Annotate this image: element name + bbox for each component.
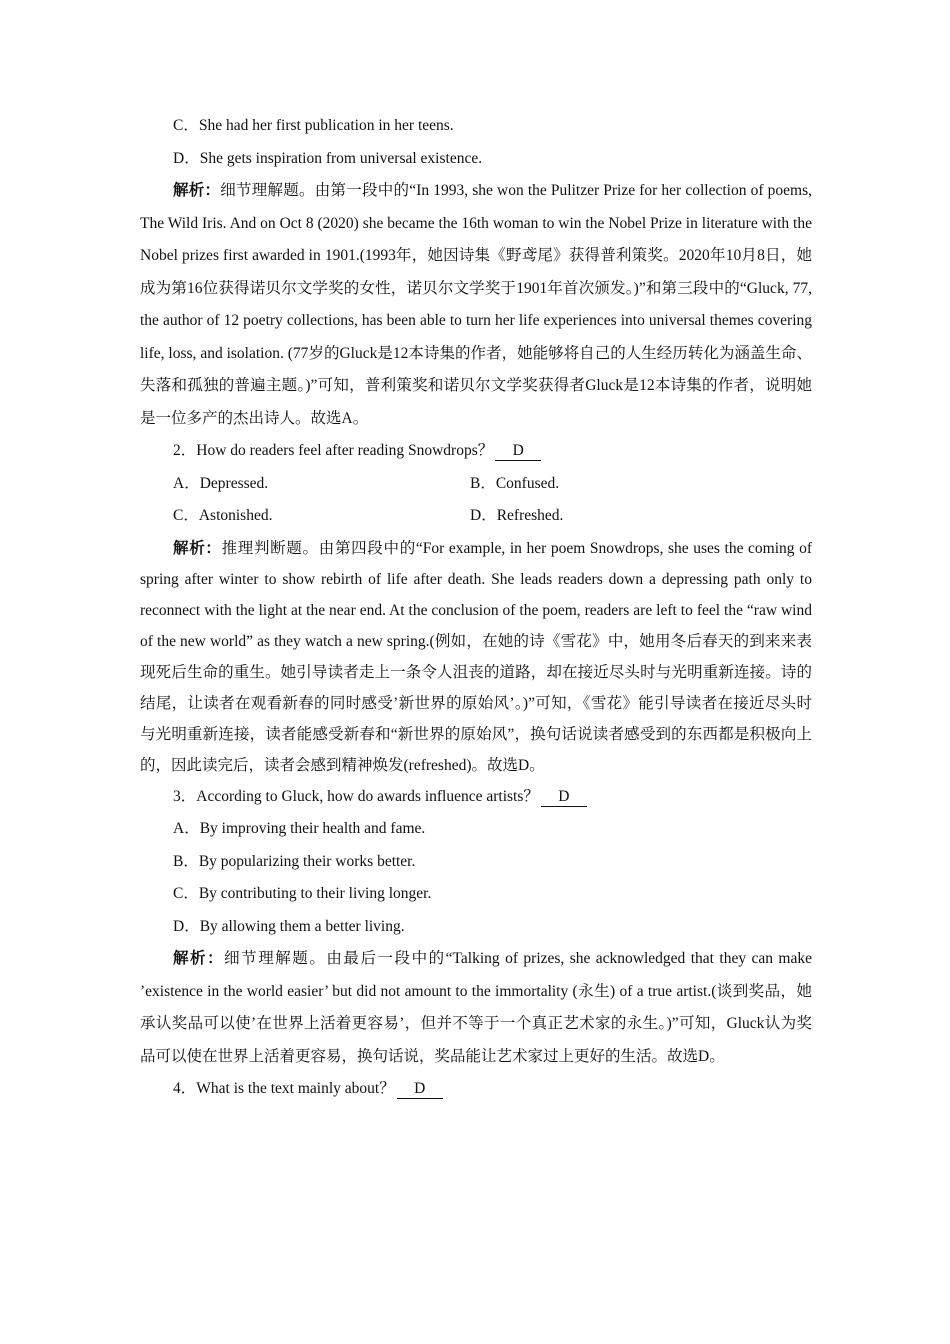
q2-option-d bbox=[470, 500, 770, 533]
option-letter: B． bbox=[173, 852, 199, 870]
q2-analysis bbox=[140, 533, 812, 781]
question-text: How do readers feel after reading Snowdrops？ bbox=[196, 442, 494, 459]
option-text: By improving their health and fame. bbox=[199, 820, 426, 837]
option-letter: C． bbox=[173, 885, 199, 902]
option-letter: A． bbox=[173, 820, 200, 837]
q1-option-d bbox=[140, 143, 812, 176]
answer-blank: D bbox=[397, 1080, 443, 1099]
q4-question bbox=[140, 1073, 812, 1106]
q1-analysis bbox=[140, 175, 812, 435]
q2-options-row-1 bbox=[140, 468, 812, 501]
q1-option-c bbox=[140, 110, 812, 143]
analysis-label: 解析： bbox=[173, 539, 222, 557]
q3-option-b bbox=[140, 846, 812, 879]
question-text: What is the text mainly about？ bbox=[196, 1080, 395, 1097]
option-text: Astonished. bbox=[198, 507, 273, 524]
option-letter: D． bbox=[470, 507, 497, 524]
analysis-label: 解析： bbox=[173, 950, 225, 967]
option-text: By contributing to their living longer. bbox=[198, 885, 432, 902]
answer-blank: D bbox=[495, 442, 541, 461]
option-letter: C． bbox=[173, 507, 199, 524]
option-letter: B． bbox=[470, 474, 496, 492]
option-text: By allowing them a better living. bbox=[199, 917, 405, 935]
q2-question bbox=[140, 435, 812, 468]
option-text: By popularizing their works better. bbox=[198, 852, 416, 870]
q3-analysis bbox=[140, 943, 812, 1073]
option-text: Confused. bbox=[495, 474, 560, 492]
analysis-label: 解析： bbox=[173, 182, 221, 199]
analysis-text: 细节理解题。由第一段中的“In 1993, she won the Pulitzer Prize for her collection of poems, The Wild Iris. And on Oct 8 (2020) she became the 16th woman to win the Nobel Prize in literature with the Nobel prizes first awarded in 1901.(1993年，她因诗集《野鸢尾》获得普利策奖。2020年10月8日，她成为第16位获得诺贝尔文学奖的女性，诺贝尔文学奖于1901年首次颁发。)”和第三段中的“Gluck, 77, the author of 12 poetry collections, has been able to turn her life experiences into universal themes covering life, loss, and isolation. (77岁的Gluck是12本诗集的作者，她能够将自己的人生经历转化为涵盖生命、失落和孤独的普遍主题。)”可知，普利策奖和诺贝尔文学奖获得者Gluck是12本诗集的作者，说明她是一位多产的杰出诗人。故选A。 bbox=[140, 182, 812, 427]
option-letter: C． bbox=[173, 117, 199, 134]
option-text: Refreshed. bbox=[496, 507, 564, 524]
q3-option-c bbox=[140, 878, 812, 911]
option-text: Depressed. bbox=[199, 474, 269, 492]
q3-option-d bbox=[140, 911, 812, 944]
question-number: 3． bbox=[173, 787, 197, 805]
analysis-text: 推理判断题。由第四段中的“For example, in her poem Snowdrops, she uses the coming of spring after winter to show rebirth of life after death. She leads readers down a depressing path only to reconnect with the light at the near end. At the conclusion of the poem, readers are left to feel the “raw wind of the new world” as they watch a new spring.(例如，在她的诗《雪花》中，她用冬后春天的到来来表现死后生命的重生。她引导读者走上一条令人沮丧的道路，却在接近尽头时与光明重新连接。诗的结尾，让读者在观看新春的同时感受’新世界的原始风’。)”可知，《雪花》能引导读者在接近尽头时与光明重新连接，读者能感受新春和“新世界的原始风”，换句话说读者感受到的东西都是积极向上的，因此读完后，读者会感到精神焕发(refreshed)。故选D。 bbox=[140, 539, 812, 774]
q3-option-a bbox=[140, 813, 812, 846]
question-number: 2． bbox=[173, 442, 197, 459]
option-text: She gets inspiration from universal existence. bbox=[199, 149, 483, 167]
q2-option-a bbox=[173, 468, 470, 501]
question-text: According to Gluck, how do awards influence artists？ bbox=[196, 787, 539, 805]
question-number: 4． bbox=[173, 1080, 197, 1097]
q2-options-row-2 bbox=[140, 500, 812, 533]
option-letter: A． bbox=[173, 474, 200, 492]
option-text: She had her first publication in her teens. bbox=[198, 117, 454, 134]
q2-option-b bbox=[470, 468, 770, 501]
q3-question bbox=[140, 781, 812, 814]
document-page bbox=[140, 110, 812, 1106]
option-letter: D． bbox=[173, 917, 200, 935]
option-letter: D． bbox=[173, 149, 200, 167]
q2-option-c bbox=[173, 500, 470, 533]
analysis-text: 细节理解题。由最后一段中的“Talking of prizes, she acknowledged that they can make ’existence in the world easier’ but did not amount to the immortality (永生) of a true artist.(谈到奖品，她承认奖品可以使’在世界上活着更容易’，但并不等于一个真正艺术家的永生。)”可知，Gluck认为奖品可以使在世界上活着更容易，换句话说，奖品能让艺术家过上更好的生活。故选D。 bbox=[140, 950, 812, 1065]
answer-blank: D bbox=[541, 788, 587, 807]
